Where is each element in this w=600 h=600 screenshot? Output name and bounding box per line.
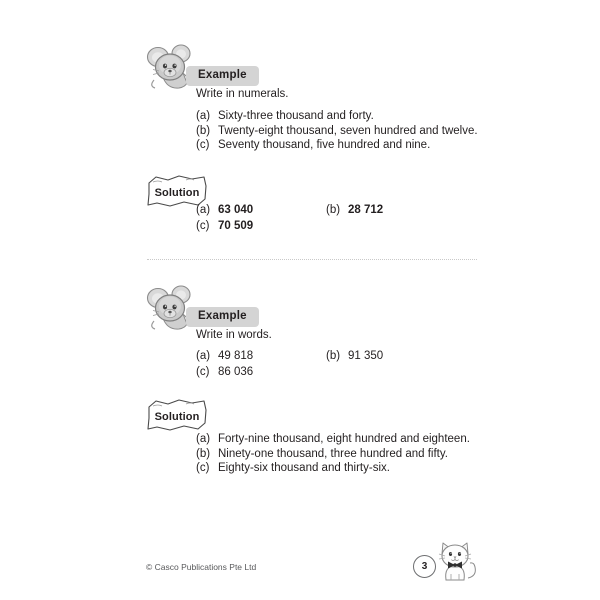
list-item <box>196 138 478 153</box>
answer-label-b: (b) <box>326 204 341 216</box>
example-2-prompt: Write in words. <box>196 329 272 341</box>
answer-label-a: (a) <box>196 433 211 445</box>
answer-a <box>196 203 326 218</box>
section-divider <box>147 259 477 260</box>
solution-2-tag <box>146 398 208 432</box>
question-spacer <box>326 365 383 380</box>
cat-mascot-icon <box>432 538 480 586</box>
answer-text-b: Ninety-one thousand, three hundred and fifty. <box>218 447 448 460</box>
list-item <box>196 349 326 364</box>
solution-1-answers <box>196 203 383 234</box>
answer-a <box>196 432 470 447</box>
answer-text-b: 28 712 <box>348 204 384 216</box>
item-label-b: (b) <box>196 124 211 137</box>
answer-c <box>196 219 326 234</box>
answer-text-a: 63 040 <box>218 204 254 216</box>
solution-label: Solution <box>154 186 200 199</box>
answer-text-a: Forty-nine thousand, eight hundred and eighteen. <box>218 433 470 445</box>
answer-spacer <box>326 219 383 234</box>
example-1-question-list <box>196 109 478 153</box>
solution-label: Solution <box>154 410 200 423</box>
item-label-b: (b) <box>326 350 341 362</box>
example-badge: Example <box>186 66 259 86</box>
list-item <box>196 109 478 124</box>
item-text-a: 49 818 <box>218 350 254 362</box>
list-item <box>326 349 383 364</box>
item-text-c: Seventy thousand, five hundred and nine. <box>218 139 431 151</box>
item-text-c: 86 036 <box>218 366 254 378</box>
answer-b <box>196 447 470 462</box>
list-item <box>196 124 478 139</box>
answer-label-c: (c) <box>196 220 210 232</box>
example-2-question-list <box>196 349 383 380</box>
item-text-b: 91 350 <box>348 350 384 362</box>
item-label-c: (c) <box>196 366 210 378</box>
item-label-a: (a) <box>196 350 211 362</box>
item-label-c: (c) <box>196 139 210 151</box>
answer-label-c: (c) <box>196 462 210 474</box>
example-1-prompt: Write in numerals. <box>196 88 289 100</box>
answer-c <box>196 461 470 476</box>
answer-text-c: 70 509 <box>218 220 254 232</box>
item-text-a: Sixty-three thousand and forty. <box>218 110 374 122</box>
footer-copyright: © Casco Publications Pte Ltd <box>146 562 257 572</box>
answer-text-c: Eighty-six thousand and thirty-six. <box>218 462 390 474</box>
item-label-a: (a) <box>196 110 211 122</box>
list-item <box>196 365 326 380</box>
answer-b <box>326 203 383 218</box>
page-number: 3 <box>413 555 436 578</box>
item-text-b: Twenty-eight thousand, seven hundred and twelve. <box>218 124 478 137</box>
example-badge: Example <box>186 307 259 327</box>
answer-label-b: (b) <box>196 447 211 460</box>
answer-label-a: (a) <box>196 204 211 216</box>
solution-2-answers <box>196 432 470 476</box>
